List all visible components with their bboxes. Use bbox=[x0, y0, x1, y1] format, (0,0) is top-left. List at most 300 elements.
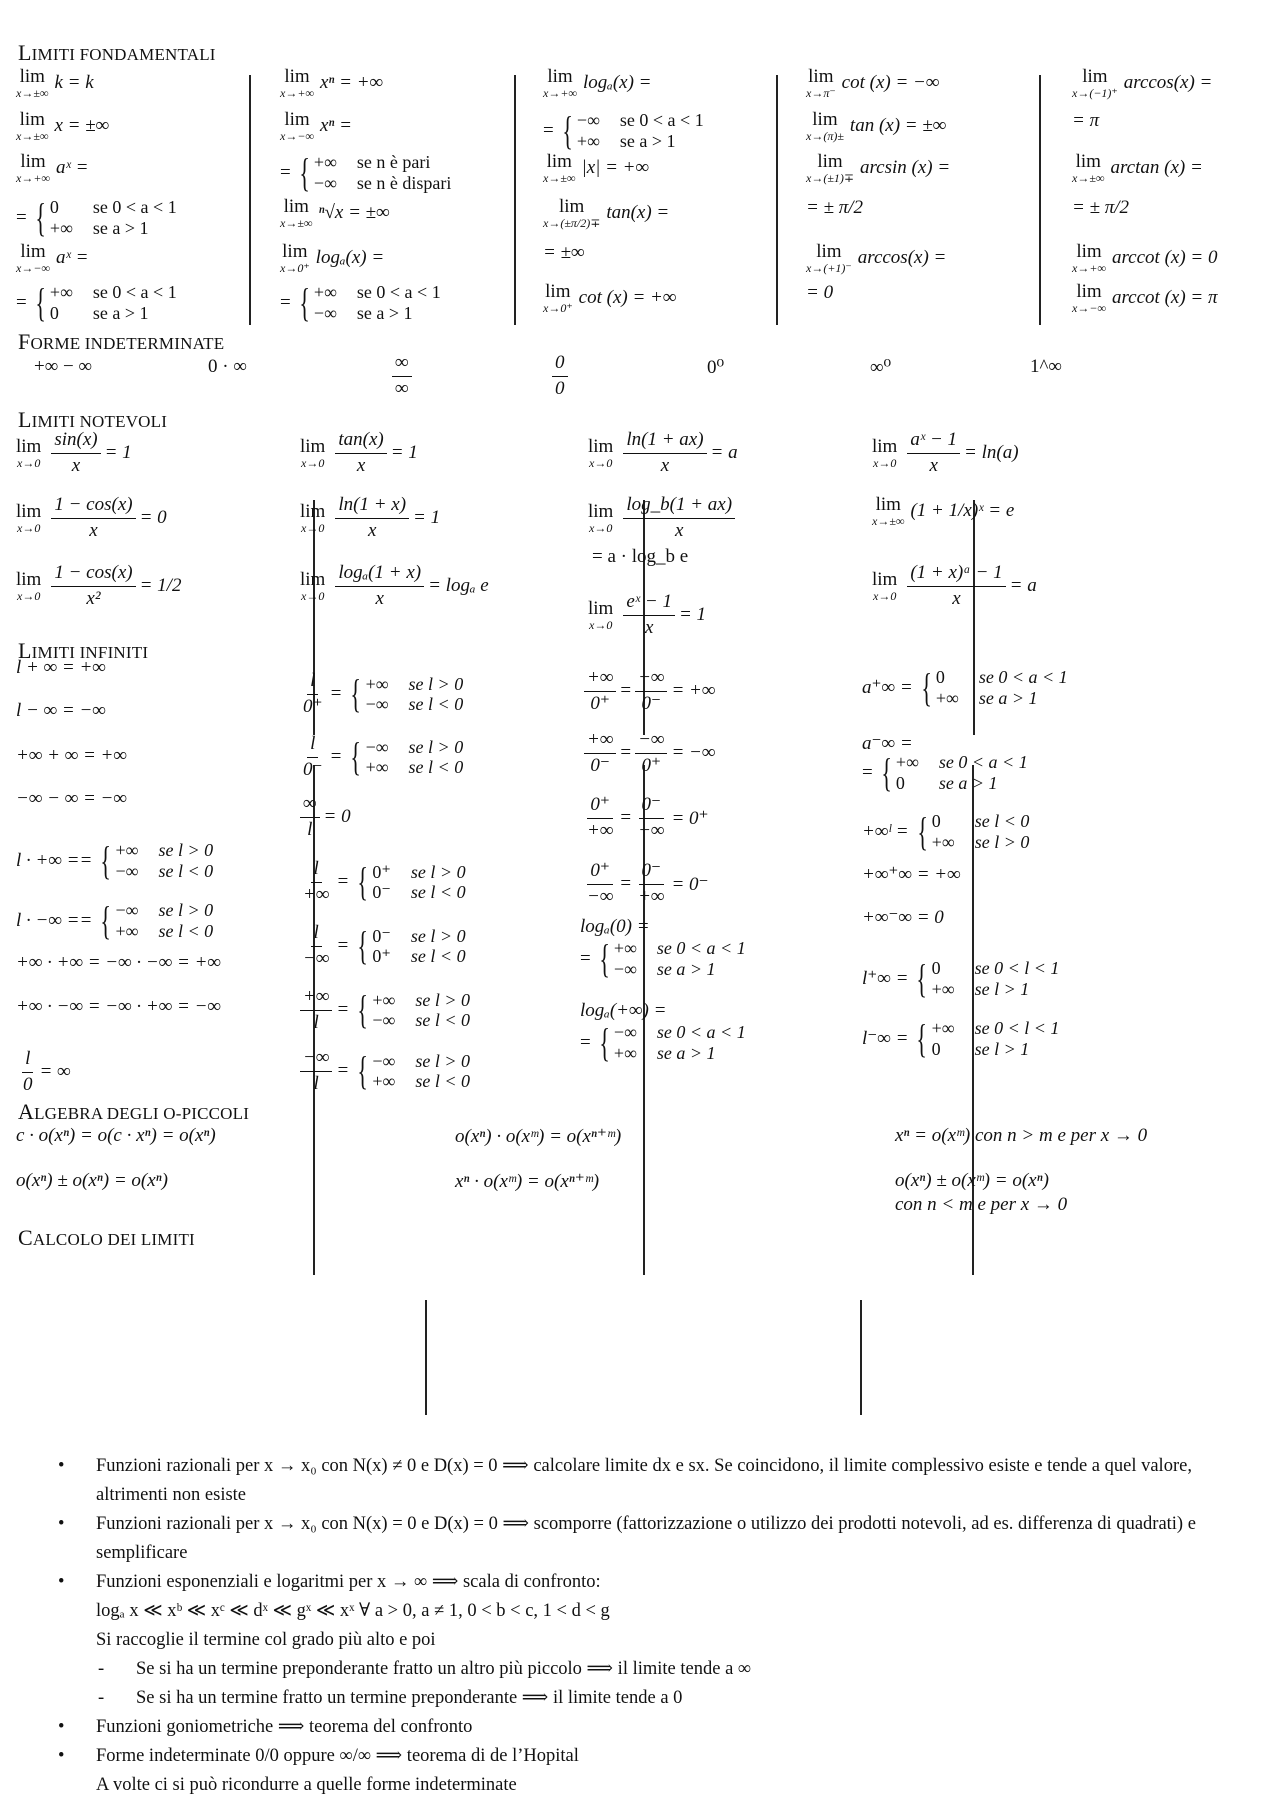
o-small-rule: o(xⁿ) ± o(xᵐ) = o(xⁿ) bbox=[895, 1170, 1049, 1191]
calcolo-limiti-list bbox=[58, 1452, 1258, 1800]
indeterminate-form: 0 · ∞ bbox=[208, 356, 247, 377]
formula-expression: arctan (x) = bbox=[1110, 157, 1203, 178]
fraction bbox=[635, 668, 667, 715]
numerator: +∞ bbox=[584, 730, 616, 754]
case-row bbox=[50, 197, 185, 218]
fraction bbox=[635, 795, 667, 842]
lim-label: lim bbox=[300, 501, 326, 523]
case-row bbox=[116, 861, 222, 882]
brace-icon: { bbox=[920, 664, 932, 710]
limit-subscript: x→±∞ bbox=[543, 171, 576, 185]
formula-row bbox=[806, 67, 939, 99]
formula-expression: = 0 bbox=[806, 282, 834, 303]
equals-sign: = bbox=[280, 291, 291, 313]
heading-rest: ALCOLO DEI LIMITI bbox=[32, 1230, 195, 1249]
bullet-item bbox=[58, 1713, 1258, 1742]
infinite-limit-row bbox=[16, 897, 221, 943]
fraction bbox=[300, 671, 326, 718]
lim-label: lim bbox=[1076, 241, 1102, 262]
case-value: −∞ bbox=[313, 172, 337, 193]
bullet-icon: • bbox=[58, 1514, 65, 1534]
denominator: l bbox=[313, 1072, 319, 1094]
numerator: l bbox=[307, 734, 318, 758]
case-value: 0 bbox=[931, 811, 941, 831]
limit-subscript: x→0⁺ bbox=[543, 301, 573, 315]
formula-expression: l⁻∞ = bbox=[862, 1028, 909, 1050]
brace-icon: { bbox=[357, 1048, 369, 1094]
formula-result: = a bbox=[710, 442, 738, 464]
notable-limit-row bbox=[300, 563, 489, 610]
brace-icon: { bbox=[357, 859, 369, 905]
formula-row bbox=[16, 110, 109, 142]
denominator: x bbox=[71, 454, 81, 476]
infinite-limit-row bbox=[16, 788, 127, 810]
cases-block bbox=[31, 194, 185, 240]
case-row bbox=[372, 862, 473, 883]
numerator: 0⁻ bbox=[639, 861, 665, 885]
formula-expression: logₐ(+∞) = bbox=[580, 1000, 667, 1021]
case-condition: se a > 1 bbox=[656, 1042, 716, 1063]
case-row bbox=[314, 152, 459, 173]
case-condition: se n è dispari bbox=[356, 172, 452, 193]
formula-row bbox=[543, 152, 649, 184]
case-value: +∞ bbox=[365, 757, 389, 778]
formula-result: = 0 bbox=[139, 507, 167, 529]
brace-icon: { bbox=[357, 987, 369, 1033]
notable-limit-row bbox=[300, 495, 440, 542]
formula-row bbox=[543, 282, 676, 314]
denominator: 0⁻ bbox=[590, 754, 610, 776]
numerator: ∞ bbox=[300, 794, 320, 818]
limit-operator bbox=[300, 502, 325, 534]
numerator: −∞ bbox=[635, 668, 667, 692]
dash-text: Se si ha un termine preponderante fratto un altro più piccolo ⟹ il limite tende a ∞ bbox=[136, 1659, 752, 1679]
lim-label: lim bbox=[19, 109, 45, 130]
limit-subscript: x→(−1)⁺ bbox=[1072, 86, 1118, 100]
case-row bbox=[577, 110, 712, 131]
case-row bbox=[116, 900, 222, 921]
denominator: x bbox=[929, 454, 938, 476]
indeterminate-form bbox=[548, 353, 572, 400]
formula-result: = bbox=[336, 1060, 350, 1082]
cases-table bbox=[614, 938, 754, 979]
o-small-rule: con n < m e per x → 0 bbox=[895, 1194, 1068, 1215]
case-condition: se 0 < a < 1 bbox=[938, 752, 1028, 772]
formula-row bbox=[280, 149, 459, 195]
case-condition: se n è pari bbox=[356, 152, 431, 172]
limit-operator bbox=[280, 110, 314, 142]
cases-row bbox=[580, 1019, 754, 1065]
limit-subscript: x→0 bbox=[17, 456, 41, 471]
denominator: l bbox=[313, 1011, 319, 1033]
limit-subscript: x→(±1)∓ bbox=[806, 171, 854, 185]
heading-forme-indeterminate bbox=[18, 329, 224, 355]
fraction bbox=[335, 495, 409, 542]
lim-label: lim bbox=[588, 598, 614, 620]
equals-sign: = bbox=[620, 742, 632, 764]
case-row bbox=[932, 979, 1068, 1000]
fraction bbox=[300, 923, 332, 970]
column-divider bbox=[249, 75, 251, 325]
lim-label: lim bbox=[16, 501, 42, 523]
lim-label: lim bbox=[588, 436, 614, 458]
equals-sign: = bbox=[543, 119, 554, 141]
formula-row bbox=[16, 242, 88, 274]
brace-icon: { bbox=[299, 149, 310, 195]
heading-rest: LGEBRA DEGLI O-PICCOLI bbox=[34, 1104, 250, 1123]
heading-algebra-o-piccoli bbox=[18, 1099, 249, 1125]
fraction bbox=[300, 794, 320, 841]
case-value: 0 bbox=[49, 197, 59, 217]
case-condition: se l > 0 bbox=[158, 840, 214, 860]
cases-table bbox=[614, 1022, 754, 1063]
formula-row bbox=[280, 279, 449, 325]
denominator: x bbox=[89, 519, 98, 541]
case-row bbox=[932, 1018, 1068, 1039]
formula-expression: xⁿ = bbox=[319, 115, 352, 136]
formula-expression: arccot (x) = 0 bbox=[1111, 247, 1218, 268]
case-row bbox=[577, 131, 712, 152]
formula-result: = 1 bbox=[390, 442, 418, 464]
denominator: ∞ bbox=[395, 377, 409, 399]
formula-expression: +∞ + ∞ = +∞ bbox=[16, 745, 127, 766]
formula-expression: +∞ˡ = bbox=[862, 820, 909, 842]
infinite-limit-row bbox=[16, 657, 106, 679]
formula-row bbox=[806, 197, 863, 219]
heading-rest: IMITI FONDAMENTALI bbox=[31, 45, 216, 64]
heading-rest: ORME INDETERMINATE bbox=[30, 334, 225, 353]
bullet-icon: • bbox=[58, 1717, 65, 1737]
infinite-limit-row bbox=[296, 671, 471, 718]
formula-row bbox=[1072, 282, 1218, 314]
brace-icon: { bbox=[299, 279, 310, 325]
infinite-limit-row bbox=[580, 1000, 666, 1022]
case-row bbox=[372, 1051, 478, 1072]
cases-block bbox=[295, 279, 449, 325]
case-condition: se a > 1 bbox=[92, 217, 149, 238]
numerator: l bbox=[311, 859, 322, 883]
lim-label: lim bbox=[545, 281, 571, 302]
lim-label: lim bbox=[872, 569, 898, 591]
case-value: +∞ bbox=[49, 217, 73, 238]
limit-operator bbox=[16, 570, 41, 602]
case-row bbox=[366, 757, 472, 778]
o-small-rule: c · o(xⁿ) = o(c · xⁿ) = o(xⁿ) bbox=[16, 1125, 216, 1146]
formula-row bbox=[280, 242, 384, 274]
lim-label: lim bbox=[808, 66, 834, 87]
heading-initial: F bbox=[18, 329, 31, 354]
numerator: eˣ − 1 bbox=[623, 592, 675, 616]
limit-subscript: x→+∞ bbox=[1072, 261, 1106, 275]
case-value: 0 bbox=[931, 1038, 941, 1059]
formula-expression: k = k bbox=[54, 72, 94, 93]
column-divider bbox=[860, 1300, 862, 1415]
o-small-rule: xⁿ = o(xᵐ) con n > m e per x → 0 bbox=[895, 1125, 1148, 1146]
limit-operator bbox=[1072, 242, 1106, 274]
case-condition: se 0 < a < 1 bbox=[656, 1022, 746, 1042]
fraction bbox=[392, 353, 412, 400]
formula-expression: |x| = +∞ bbox=[581, 157, 650, 178]
limit-operator bbox=[806, 67, 836, 99]
formula-row bbox=[1072, 197, 1129, 219]
cases-row bbox=[862, 749, 1036, 795]
cases-block bbox=[595, 1019, 754, 1065]
fraction bbox=[584, 668, 616, 715]
fraction bbox=[51, 563, 135, 610]
limit-subscript: x→0 bbox=[17, 589, 41, 604]
infinite-limit-row bbox=[580, 916, 650, 938]
notable-limit-row bbox=[16, 495, 167, 542]
fraction bbox=[623, 430, 706, 477]
numerator: tan(x) bbox=[335, 430, 386, 454]
infinite-limit-row bbox=[862, 1015, 1067, 1061]
infinite-limit-row bbox=[16, 996, 221, 1018]
infinite-limit-row bbox=[16, 1049, 71, 1096]
denominator: +∞ bbox=[303, 883, 330, 905]
case-value: −∞ bbox=[576, 110, 600, 130]
limit-operator bbox=[16, 437, 41, 469]
case-row bbox=[50, 282, 185, 303]
numerator: l bbox=[307, 671, 318, 695]
limit-operator bbox=[543, 282, 573, 314]
formula-expression: l − ∞ = −∞ bbox=[16, 700, 106, 721]
formula-expression: l · −∞ == bbox=[16, 909, 93, 931]
case-condition: se l > 0 bbox=[415, 1050, 471, 1071]
case-row bbox=[936, 688, 1076, 709]
cases-block bbox=[96, 897, 221, 943]
formula-row bbox=[806, 110, 946, 142]
numerator: 0 bbox=[552, 353, 568, 377]
case-row bbox=[366, 674, 472, 695]
cases-row bbox=[580, 935, 754, 981]
notable-limit-row bbox=[16, 430, 132, 477]
notable-limit-row bbox=[872, 430, 1019, 477]
case-row bbox=[314, 173, 459, 194]
infinite-limit-row bbox=[296, 859, 474, 906]
formula-row bbox=[280, 197, 390, 229]
bullet-text: Funzioni goniometriche ⟹ teorema del confronto bbox=[96, 1717, 473, 1737]
denominator: x bbox=[644, 616, 654, 638]
heading-initial: C bbox=[18, 1225, 33, 1250]
case-condition: se l < 0 bbox=[158, 860, 214, 881]
limit-operator bbox=[872, 570, 897, 602]
bullet-item bbox=[58, 1510, 1258, 1568]
case-value: +∞ bbox=[115, 840, 139, 860]
cases-table bbox=[932, 958, 1068, 999]
limit-operator bbox=[16, 242, 50, 274]
case-value: 0⁺ bbox=[372, 861, 391, 882]
formula-result: = bbox=[336, 999, 350, 1021]
denominator: x bbox=[356, 454, 366, 476]
formula-row bbox=[1072, 110, 1099, 132]
lim-label: lim bbox=[300, 436, 326, 458]
case-row bbox=[896, 773, 1036, 794]
bullet-icon: • bbox=[58, 1456, 65, 1476]
infinite-limit-row bbox=[580, 861, 709, 908]
limit-operator bbox=[543, 67, 577, 99]
limit-subscript: x→(+1)⁻ bbox=[806, 261, 852, 275]
limit-operator bbox=[16, 110, 48, 142]
infinite-limit-row bbox=[16, 837, 221, 883]
formula-row bbox=[806, 242, 946, 274]
cases-table bbox=[577, 110, 712, 151]
limit-subscript: x→+∞ bbox=[543, 86, 577, 100]
denominator: −∞ bbox=[638, 819, 665, 841]
fraction bbox=[907, 563, 1005, 610]
denominator: x bbox=[660, 454, 670, 476]
case-condition: se 0 < a < 1 bbox=[356, 282, 441, 302]
formula-expression: logₐ(0) = bbox=[580, 916, 650, 937]
formula-expression: = ± π/2 bbox=[806, 197, 864, 218]
case-condition: se l > 0 bbox=[158, 900, 214, 920]
limit-operator bbox=[1072, 152, 1104, 184]
cases-block bbox=[31, 279, 185, 325]
limit-subscript: x→±∞ bbox=[872, 514, 905, 528]
case-row bbox=[372, 946, 473, 967]
formula-row bbox=[1072, 242, 1217, 274]
column-divider bbox=[1039, 75, 1041, 325]
fraction bbox=[300, 987, 332, 1034]
case-condition: se 0 < l < 1 bbox=[974, 1018, 1060, 1038]
equals-sign: = bbox=[620, 873, 632, 895]
case-condition: se 0 < a < 1 bbox=[978, 667, 1068, 687]
lim-label: lim bbox=[1082, 66, 1108, 87]
case-row bbox=[366, 694, 472, 715]
infinite-limit-row bbox=[296, 734, 471, 781]
numerator: sin(x) bbox=[51, 430, 100, 454]
case-condition: se 0 < a < 1 bbox=[656, 938, 746, 958]
indeterminate-form bbox=[388, 353, 416, 400]
cases-block bbox=[558, 107, 712, 153]
numerator: l bbox=[22, 1049, 33, 1073]
numerator: logₐ(1 + x) bbox=[335, 563, 424, 587]
limit-operator bbox=[16, 502, 41, 534]
case-row bbox=[116, 840, 222, 861]
case-row bbox=[372, 882, 473, 903]
fraction bbox=[635, 730, 667, 777]
fraction bbox=[335, 430, 386, 477]
cases-table bbox=[50, 197, 185, 238]
lim-label: lim bbox=[282, 241, 308, 262]
limit-operator bbox=[300, 570, 325, 602]
formula-expression: = ± π/2 bbox=[1072, 197, 1130, 218]
numerator: log_b(1 + ax) bbox=[623, 495, 735, 519]
cases-table bbox=[314, 152, 459, 193]
case-condition: se l < 0 bbox=[158, 920, 214, 941]
cases-table bbox=[366, 737, 472, 778]
infinite-limit-row bbox=[296, 923, 474, 970]
case-value: 0⁻ bbox=[372, 925, 391, 946]
heading-initial: L bbox=[18, 40, 32, 65]
numerator: +∞ bbox=[300, 987, 332, 1011]
formula-row bbox=[806, 282, 833, 304]
limit-operator bbox=[1072, 67, 1118, 99]
case-value: +∞ bbox=[613, 938, 637, 958]
brace-icon: { bbox=[357, 923, 369, 969]
infinite-limit-row bbox=[296, 794, 351, 841]
case-condition: se l < 0 bbox=[408, 757, 464, 778]
infinite-limit-row bbox=[580, 668, 715, 715]
case-row bbox=[314, 303, 449, 324]
case-condition: se a > 1 bbox=[92, 302, 149, 323]
formula-result: = bbox=[329, 683, 343, 705]
case-row bbox=[932, 958, 1068, 979]
equals-sign: = bbox=[862, 761, 873, 783]
formula-result: = a · log_b e bbox=[592, 546, 689, 567]
case-value: −∞ bbox=[372, 1050, 396, 1071]
cases-table bbox=[314, 282, 449, 323]
brace-icon: { bbox=[35, 279, 46, 325]
case-value: +∞ bbox=[49, 282, 73, 302]
case-row bbox=[614, 1043, 754, 1064]
lim-label: lim bbox=[19, 66, 45, 87]
case-value: 0⁻ bbox=[372, 882, 391, 903]
case-value: +∞ bbox=[895, 752, 919, 772]
case-value: +∞ bbox=[935, 687, 959, 708]
denominator: x bbox=[367, 519, 377, 541]
bullet-text: Funzioni esponenziali e logaritmi per x → ∞ ⟹ scala di confronto: bbox=[96, 1572, 601, 1592]
formula-expression: l + ∞ = +∞ bbox=[16, 657, 106, 678]
indeterminate-form: ∞⁰ bbox=[870, 357, 892, 378]
infinite-limit-row bbox=[862, 863, 961, 886]
limit-operator bbox=[1072, 282, 1106, 314]
fraction bbox=[552, 353, 568, 400]
notable-limit-row bbox=[872, 495, 1014, 527]
limit-operator bbox=[543, 152, 575, 184]
numerator: 0⁺ bbox=[587, 795, 613, 819]
formula-row bbox=[543, 67, 651, 99]
limit-subscript: x→(π)± bbox=[806, 129, 844, 143]
dash-text: Se si ha un termine fratto un termine preponderante ⟹ il limite tende a 0 bbox=[136, 1688, 683, 1708]
limit-operator bbox=[872, 437, 897, 469]
limit-operator bbox=[300, 437, 325, 469]
formula-result: = a bbox=[1009, 575, 1037, 597]
case-row bbox=[932, 832, 1038, 853]
case-condition: se 0 < a < 1 bbox=[92, 282, 177, 302]
cases-block bbox=[96, 837, 221, 883]
case-row bbox=[50, 218, 185, 239]
cases-table bbox=[372, 990, 478, 1031]
cases-table bbox=[372, 1051, 478, 1092]
case-condition: se l < 0 bbox=[410, 946, 466, 967]
cases-table bbox=[372, 926, 473, 967]
case-value: −∞ bbox=[613, 1022, 637, 1042]
case-condition: se 0 < a < 1 bbox=[619, 110, 704, 130]
numerator: l bbox=[311, 923, 322, 947]
formula-row bbox=[1072, 152, 1203, 184]
case-value: 0 bbox=[935, 667, 945, 687]
formula-result: = 0⁻ bbox=[671, 873, 709, 895]
formula-expression: = π bbox=[1072, 110, 1100, 131]
cases-block bbox=[346, 671, 471, 717]
brace-icon: { bbox=[916, 1015, 928, 1061]
case-condition: se l > 0 bbox=[415, 989, 471, 1010]
fraction bbox=[335, 563, 424, 610]
infinite-limit-row bbox=[862, 906, 944, 929]
equals-sign: = bbox=[620, 680, 632, 702]
case-condition: se a > 1 bbox=[619, 130, 676, 151]
indeterminate-form: 1^∞ bbox=[1030, 356, 1062, 377]
case-condition: se 0 < l < 1 bbox=[974, 958, 1060, 978]
case-value: +∞ bbox=[115, 920, 139, 941]
cases-block bbox=[913, 808, 1038, 854]
o-small-rule: o(xⁿ) · o(xᵐ) = o(xⁿ⁺ᵐ) bbox=[455, 1126, 622, 1147]
formula-expression: a⁺∞ = bbox=[862, 677, 913, 699]
bullet-text: Funzioni razionali per x → x₀ con N(x) ≠ 0 e D(x) = 0 ⟹ calcolare limite dx e sx. Se coincidono, il limite complessivo esiste e tende a quel valore, altrimenti non esiste bbox=[96, 1456, 1192, 1505]
numerator: (1 + x)ᵃ − 1 bbox=[907, 563, 1005, 587]
column-divider bbox=[514, 75, 516, 325]
denominator: x bbox=[952, 587, 961, 609]
